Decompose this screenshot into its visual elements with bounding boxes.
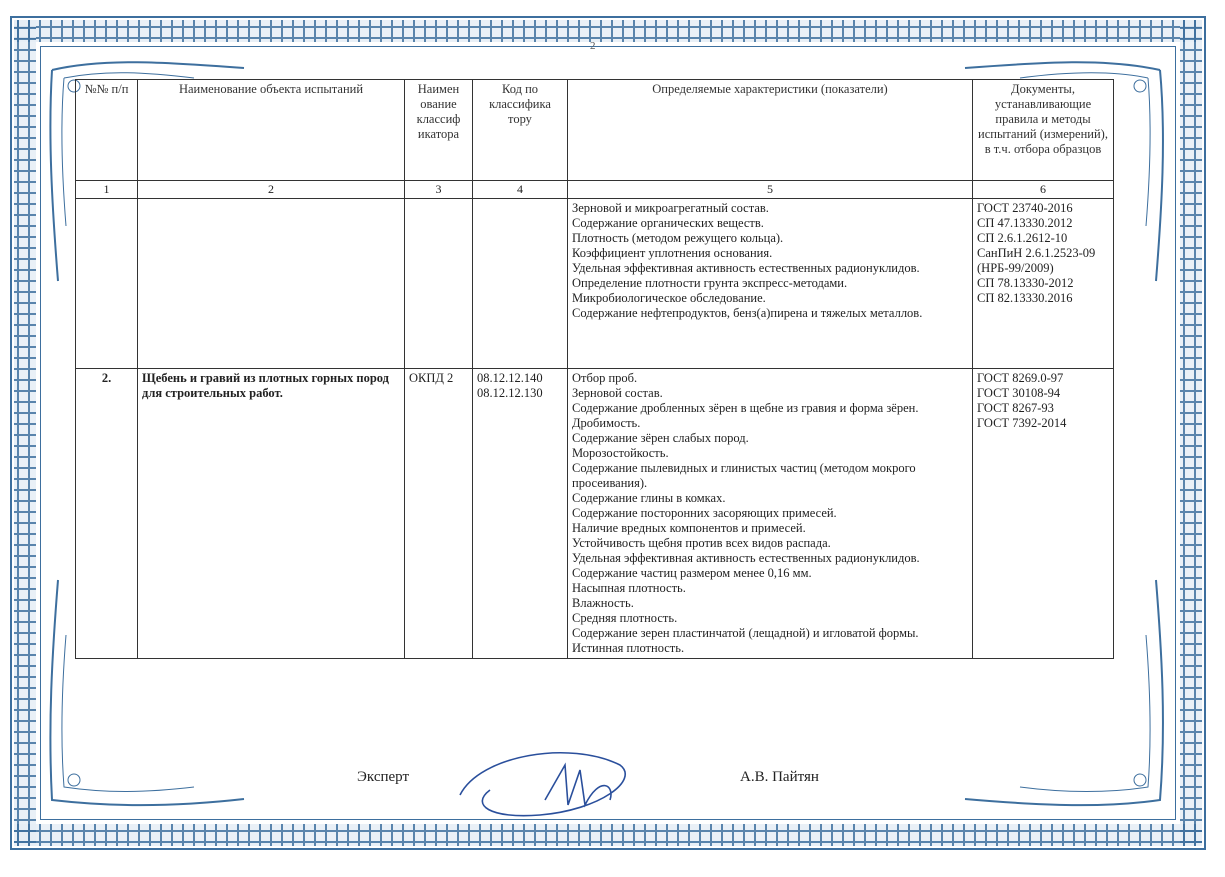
characteristic-item: Определение плотности грунта экспресс-методами. [572,276,848,290]
characteristic-item: Микробиологическое обследование. [572,291,766,305]
header-documents: Документы, устанавливающие правила и методы испытаний (измерений), в т.ч. отбора образцов [973,80,1114,181]
page-number: 2 [590,40,596,52]
characteristic-item: Содержание нефтепродуктов, бенз(а)пирена и тяжелых металлов. [572,306,923,320]
characteristic-item: Содержание дробленных зёрен в щебне из гравия и форма зёрен. [572,401,919,415]
characteristic-item: Содержание посторонних засоряющих примесей. [572,506,837,520]
classifier: ОКПД 2 [405,369,473,659]
characteristic-item: Устойчивость щебня против всех видов распада. [572,536,831,550]
characteristic-item: Содержание пылевидных и глинистых частиц (методом мокрого просеивания). [572,461,916,490]
characteristic-item: Плотность (методом режущего кольца). [572,231,784,245]
table-header-row [76,80,1114,181]
documents-cell [973,369,1114,659]
characteristic-item: Морозостойкость. [572,446,669,460]
column-number: 3 [405,181,473,199]
expert-label: Эксперт [357,769,410,785]
table-row [76,199,1114,369]
classifier-code [473,199,568,369]
row-number [76,199,138,369]
classifier-code [473,369,568,659]
characteristic-item: Отбор проб. [572,371,638,385]
characteristic-item: Влажность. [572,596,634,610]
characteristics-cell [568,369,973,659]
column-number-row [76,181,1114,199]
header-num: №№ п/п [76,80,138,181]
classifier [405,199,473,369]
document-item: СП 2.6.1.2612-10 [977,231,1068,245]
characteristic-item: Дробимость. [572,416,641,430]
column-number: 2 [138,181,405,199]
document-item: ГОСТ 23740-2016 [977,201,1073,215]
column-number: 6 [973,181,1114,199]
code-item: 08.12.12.130 [477,386,543,400]
signature-icon [450,735,650,825]
document-item: СП 47.13330.2012 [977,216,1073,230]
characteristics-cell [568,199,973,369]
characteristic-item: Удельная эффективная активность естественных радионуклидов. [572,551,920,565]
characteristic-item: Коэффициент уплотнения основания. [572,246,773,260]
column-number: 5 [568,181,973,199]
documents-cell [973,199,1114,369]
document-item: СП 78.13330-2012 [977,276,1074,290]
header-classifier: Наимен ование классиф икатора [405,80,473,181]
object-name: Щебень и гравий из плотных горных пород для строительных работ. [138,369,405,659]
header-object: Наименование объекта испытаний [138,80,405,181]
document-item: ГОСТ 8267-93 [977,401,1054,415]
header-code: Код по классифика тору [473,80,568,181]
characteristic-item: Содержание зёрен слабых пород. [572,431,749,445]
code-item: 08.12.12.140 [477,371,543,385]
object-name [138,199,405,369]
characteristic-item: Истинная плотность. [572,641,685,655]
characteristic-item: Насыпная плотность. [572,581,686,595]
table-row [76,369,1114,659]
row-number: 2. [76,369,138,659]
document-item: СП 82.13330.2016 [977,291,1073,305]
characteristic-item: Содержание органических веществ. [572,216,764,230]
document-item: СанПиН 2.6.1.2523-09 (НРБ-99/2009) [977,246,1096,275]
column-number: 4 [473,181,568,199]
column-number: 1 [76,181,138,199]
header-characteristics: Определяемые характеристики (показатели) [568,80,973,181]
document-item: ГОСТ 30108-94 [977,386,1061,400]
document-item: ГОСТ 8269.0-97 [977,371,1064,385]
characteristic-item: Удельная эффективная активность естественных радионуклидов. [572,261,920,275]
characteristic-item: Содержание частиц размером менее 0,16 мм. [572,566,812,580]
characteristic-item: Зерновой и микроагрегатный состав. [572,201,769,215]
document-item: ГОСТ 7392-2014 [977,416,1067,430]
characteristic-item: Содержание глины в комках. [572,491,726,505]
characteristic-item: Зерновой состав. [572,386,663,400]
expert-name: А.В. Пайтян [740,769,819,785]
accreditation-scope-table [75,79,1114,659]
characteristic-item: Средняя плотность. [572,611,678,625]
characteristic-item: Наличие вредных компонентов и примесей. [572,521,806,535]
characteristic-item: Содержание зерен пластинчатой (лещадной) и игловатой формы. [572,626,919,640]
